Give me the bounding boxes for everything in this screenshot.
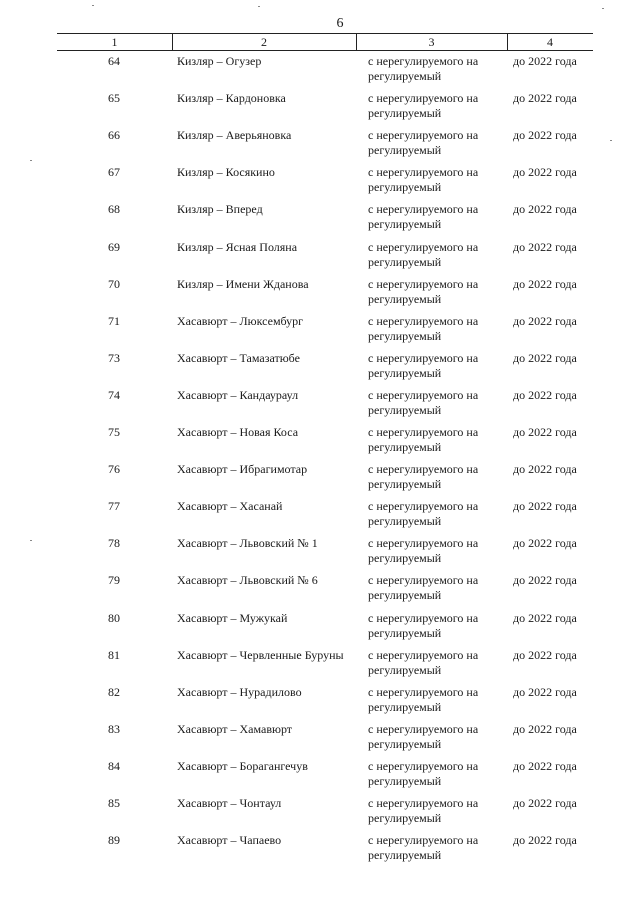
- page-number: 6: [336, 16, 344, 31]
- deadline: до 2022 года: [513, 351, 577, 365]
- table-row: [0, 462, 640, 498]
- regulation-change: с нерегулируемого на регулируемый: [368, 165, 479, 194]
- deadline: до 2022 года: [513, 202, 577, 216]
- route-name: Кизляр – Имени Жданова: [177, 277, 309, 291]
- route-number: 74: [108, 388, 120, 402]
- route-name: Кизляр – Огузер: [177, 54, 262, 68]
- route-number: 69: [108, 240, 120, 254]
- table-row: [0, 388, 640, 424]
- deadline: до 2022 года: [513, 128, 577, 142]
- deadline: до 2022 года: [513, 425, 577, 439]
- deadline: до 2022 года: [513, 277, 577, 291]
- deadline: до 2022 года: [513, 499, 577, 513]
- regulation-change: с нерегулируемого на регулируемый: [368, 277, 479, 306]
- route-number: 73: [108, 351, 120, 365]
- regulation-change: с нерегулируемого на регулируемый: [368, 573, 479, 602]
- table-row: [0, 425, 640, 461]
- table-row: [0, 165, 640, 201]
- table-row: [0, 240, 640, 276]
- table-row: [0, 648, 640, 684]
- route-number: 64: [108, 54, 120, 68]
- deadline: до 2022 года: [513, 54, 577, 68]
- regulation-change: с нерегулируемого на регулируемый: [368, 611, 479, 640]
- deadline: до 2022 года: [513, 833, 577, 847]
- table-row: [0, 611, 640, 647]
- table-row: [0, 54, 640, 90]
- deadline: до 2022 года: [513, 536, 577, 550]
- route-number: 65: [108, 91, 120, 105]
- regulation-change: с нерегулируемого на регулируемый: [368, 54, 479, 83]
- regulation-change: с нерегулируемого на регулируемый: [368, 202, 479, 231]
- route-number: 89: [108, 833, 120, 847]
- deadline: до 2022 года: [513, 388, 577, 402]
- table-row: [0, 722, 640, 758]
- deadline: до 2022 года: [513, 314, 577, 328]
- regulation-change: с нерегулируемого на регулируемый: [368, 240, 479, 269]
- route-number: 76: [108, 462, 120, 476]
- route-number: 85: [108, 796, 120, 810]
- route-number: 84: [108, 759, 120, 773]
- table-row: [0, 277, 640, 313]
- route-number: 82: [108, 685, 120, 699]
- route-number: 83: [108, 722, 120, 736]
- route-number: 80: [108, 611, 120, 625]
- route-name: Хасавюрт – Чонтаул: [177, 796, 282, 810]
- route-name: Кизляр – Вперед: [177, 202, 263, 216]
- route-name: Хасавюрт – Червленные Буруны: [177, 648, 344, 662]
- route-name: Хасавюрт – Новая Коса: [177, 425, 299, 439]
- regulation-change: с нерегулируемого на регулируемый: [368, 685, 479, 714]
- deadline: до 2022 года: [513, 240, 577, 254]
- route-name: Хасавюрт – Кандаураул: [177, 388, 299, 402]
- table-row: [0, 314, 640, 350]
- column-header-3: 3: [428, 35, 435, 49]
- regulation-change: с нерегулируемого на регулируемый: [368, 91, 479, 120]
- regulation-change: с нерегулируемого на регулируемый: [368, 499, 479, 528]
- route-name: Хасавюрт – Хасанай: [177, 499, 283, 513]
- route-number: 81: [108, 648, 120, 662]
- route-number: 67: [108, 165, 120, 179]
- column-header-4: 4: [547, 35, 553, 49]
- deadline: до 2022 года: [513, 796, 577, 810]
- regulation-change: с нерегулируемого на регулируемый: [368, 128, 479, 157]
- route-name: Хасавюрт – Мужукай: [177, 611, 288, 625]
- regulation-change: с нерегулируемого на регулируемый: [368, 833, 479, 862]
- route-name: Хасавюрт – Львовский № 6: [177, 573, 318, 587]
- route-name: Хасавюрт – Ибрагимотар: [177, 462, 308, 476]
- route-name: Хасавюрт – Хамавюрт: [177, 722, 293, 736]
- regulation-change: с нерегулируемого на регулируемый: [368, 536, 479, 565]
- route-number: 70: [108, 277, 120, 291]
- column-header-2: 2: [261, 35, 267, 49]
- regulation-change: с нерегулируемого на регулируемый: [368, 722, 479, 751]
- route-name: Кизляр – Ясная Поляна: [177, 240, 298, 254]
- table-row: [0, 796, 640, 832]
- route-name: Хасавюрт – Чапаево: [177, 833, 282, 847]
- deadline: до 2022 года: [513, 573, 577, 587]
- regulation-change: с нерегулируемого на регулируемый: [368, 796, 479, 825]
- table-row: [0, 128, 640, 164]
- deadline: до 2022 года: [513, 165, 577, 179]
- regulation-change: с нерегулируемого на регулируемый: [368, 314, 479, 343]
- regulation-change: с нерегулируемого на регулируемый: [368, 648, 479, 677]
- route-number: 75: [108, 425, 120, 439]
- route-name: Хасавюрт – Борагангечув: [177, 759, 308, 773]
- route-number: 68: [108, 202, 120, 216]
- deadline: до 2022 года: [513, 722, 577, 736]
- deadline: до 2022 года: [513, 759, 577, 773]
- route-number: 78: [108, 536, 120, 550]
- regulation-change: с нерегулируемого на регулируемый: [368, 388, 479, 417]
- route-name: Хасавюрт – Львовский № 1: [177, 536, 318, 550]
- table-row: [0, 833, 640, 869]
- route-name: Кизляр – Косякино: [177, 165, 275, 179]
- route-name: Кизляр – Аверьяновка: [177, 128, 292, 142]
- deadline: до 2022 года: [513, 648, 577, 662]
- deadline: до 2022 года: [513, 462, 577, 476]
- route-number: 77: [108, 499, 120, 513]
- route-name: Кизляр – Кардоновка: [177, 91, 286, 105]
- regulation-change: с нерегулируемого на регулируемый: [368, 759, 479, 788]
- regulation-change: с нерегулируемого на регулируемый: [368, 462, 479, 491]
- table-row: [0, 573, 640, 609]
- route-name: Хасавюрт – Тамазатюбе: [177, 351, 300, 365]
- column-header-1: 1: [111, 35, 118, 49]
- table-row: [0, 759, 640, 795]
- deadline: до 2022 года: [513, 611, 577, 625]
- deadline: до 2022 года: [513, 91, 577, 105]
- route-name: Хасавюрт – Люксембург: [177, 314, 304, 328]
- table-row: [0, 351, 640, 387]
- table-row: [0, 685, 640, 721]
- table-row: [0, 499, 640, 535]
- route-number: 66: [108, 128, 120, 142]
- regulation-change: с нерегулируемого на регулируемый: [368, 351, 479, 380]
- regulation-change: с нерегулируемого на регулируемый: [368, 425, 479, 454]
- table-row: [0, 202, 640, 238]
- route-number: 79: [108, 573, 120, 587]
- route-name: Хасавюрт – Нурадилово: [177, 685, 302, 699]
- deadline: до 2022 года: [513, 685, 577, 699]
- table-row: [0, 91, 640, 127]
- table-row: [0, 536, 640, 572]
- route-number: 71: [108, 314, 120, 328]
